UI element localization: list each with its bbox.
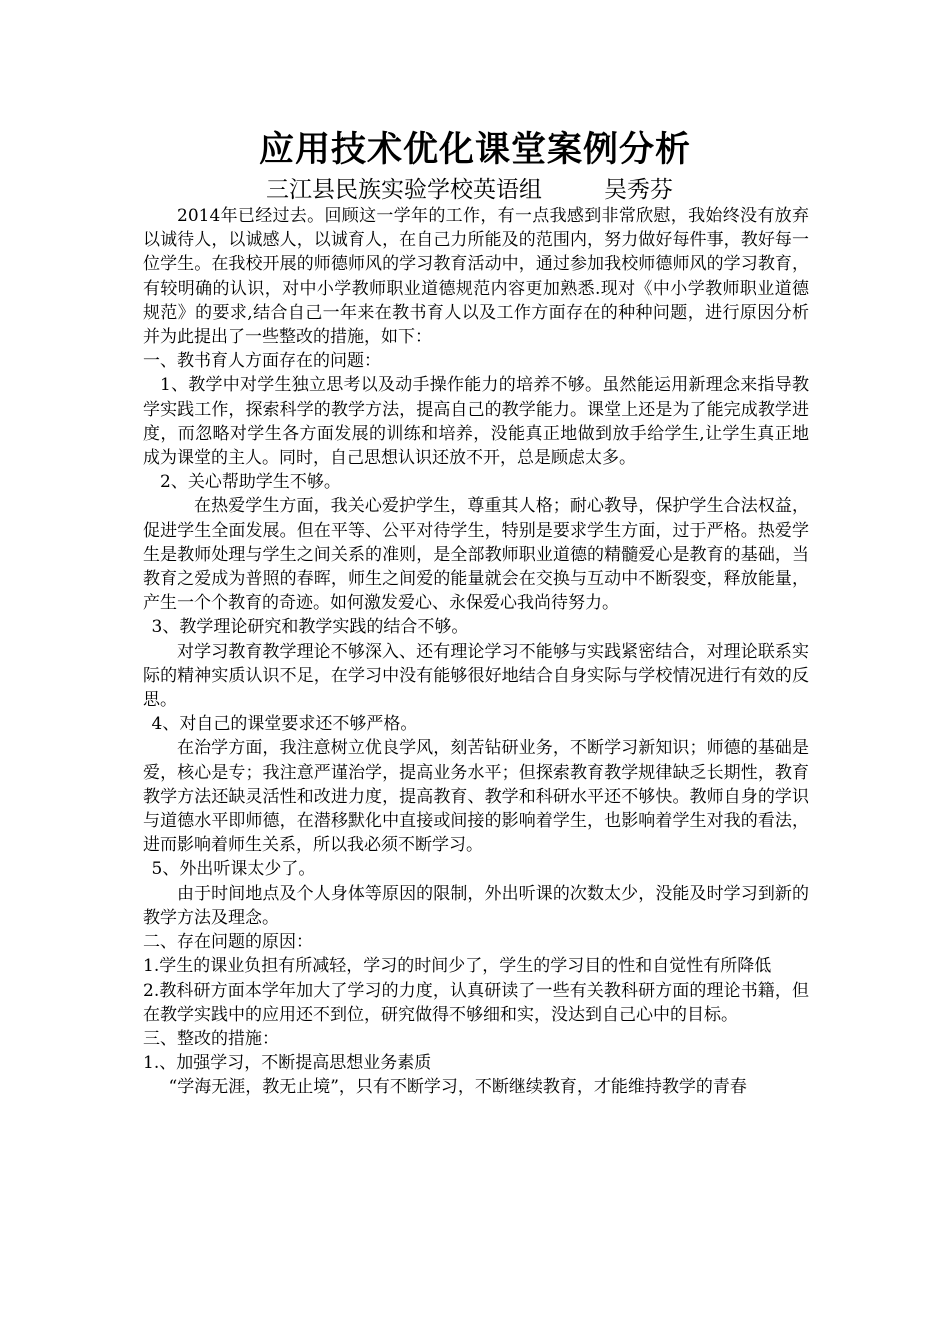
problem-4-body: 在治学方面，我注意树立优良学风，刻苦钻研业务，不断学习新知识；师德的基础是爱，核心是专；我注意严谨治学，提高业务水平；但探索教育教学规律缺乏长期性，教育教学方法还缺灵活性和改进力度，提高教育、教学和科研水平还不够快。教师自身的学识与道德水平即师德，在潜移默化中直接或间接的影响着学生，也影响着学生对我的看法，进而影响着师生关系，所以我必须不断学习。: [143, 738, 809, 856]
problem-2-heading: 2、关心帮助学生不够。: [160, 472, 341, 493]
problem-5-body: 由于时间地点及个人身体等原因的限制，外出听课的次数太少，没能及时学习到新的教学方法及理念。: [143, 883, 809, 928]
cause-2: 2.教科研方面本学年加大了学习的力度，认真研读了一些有关教科研方面的理论书籍，但在教学实践中的应用还不到位，研究做得不够细和实，没达到自己心中的目标。: [143, 980, 809, 1025]
problem-4-heading: 4、对自己的课堂要求还不够严格。: [151, 714, 418, 735]
problem-5-heading: 5、外出听课太少了。: [151, 859, 316, 880]
cause-1: 1.学生的课业负担有所减轻，学习的时间少了，学生的学习目的性和自觉性有所降低: [143, 956, 772, 977]
document-byline: [266, 176, 673, 204]
problem-2-body: 在热爱学生方面，我关心爱护学生，尊重其人格；耐心教导，保护学生合法权益，促进学生全面发展。但在平等、公平对待学生，特别是要求学生方面，过于严格。热爱学生是教师处理与学生之间关系的准则，是全部教师职业道德的精髓爱心是教育的基础，当教育之爱成为普照的春晖，师生之间爱的能量就会在交换与互动中不断裂变，释放能量，产生一个个教育的奇迹。如何激发爱心、永保爱心我尚待努力。: [143, 496, 809, 614]
measure-1-body: “学海无涯，教无止境”，只有不断学习，不断继续教育，才能维持教学的青春: [168, 1077, 747, 1098]
section-heading-problems: 一、教书育人方面存在的问题：: [143, 351, 381, 372]
document-body: [143, 204, 809, 1100]
problem-3-body: 对学习教育教学理论不够深入、还有理论学习不能够与实践紧密结合，对理论联系实际的精神实质认识不足，在学习中没有能够很好地结合自身实际与学校情况进行有效的反思。: [143, 641, 809, 711]
document-title: 应用技术优化课堂案例分析: [258, 129, 691, 170]
section-heading-causes: 二、存在问题的原因：: [143, 932, 313, 953]
school-group: 三江县民族实验学校英语组: [266, 177, 542, 203]
problem-1: 1、教学中对学生独立思考以及动手操作能力的培养不够。虽然能运用新理念来指导教学实践工作，探索科学的教学方法，提高自己的教学能力。课堂上还是为了能完成教学进度，而忽略对学生各方面发展的训练和培养，没能真正地做到放手给学生,让学生真正地成为课堂的主人。同时，自己思想认识还放不开，总是顾虑太多。: [143, 375, 809, 469]
author-name: 吴秀芬: [604, 177, 673, 203]
measure-1-heading: 1.、加强学习，不断提高思想业务素质: [143, 1053, 432, 1074]
problem-3-heading: 3、教学理论研究和教学实践的结合不够。: [151, 617, 469, 638]
section-heading-measures: 三、整改的措施：: [143, 1028, 279, 1049]
intro-paragraph: 2014年已经过去。回顾这一学年的工作，有一点我感到非常欣慰，我始终没有放弃以诚待人，以诚感人，以诚育人，在自己力所能及的范围内，努力做好每件事，教好每一位学生。在我校开展的师德师风的学习教育活动中，通过参加我校师德师风的学习教育，有较明确的认识，对中小学教师职业道德规范内容更加熟悉.现对《中小学教师职业道德规范》的要求,结合自己一年来在教书育人以及工作方面存在的种种问题，进行原因分析并为此提出了一些整改的措施，如下：: [143, 206, 809, 348]
